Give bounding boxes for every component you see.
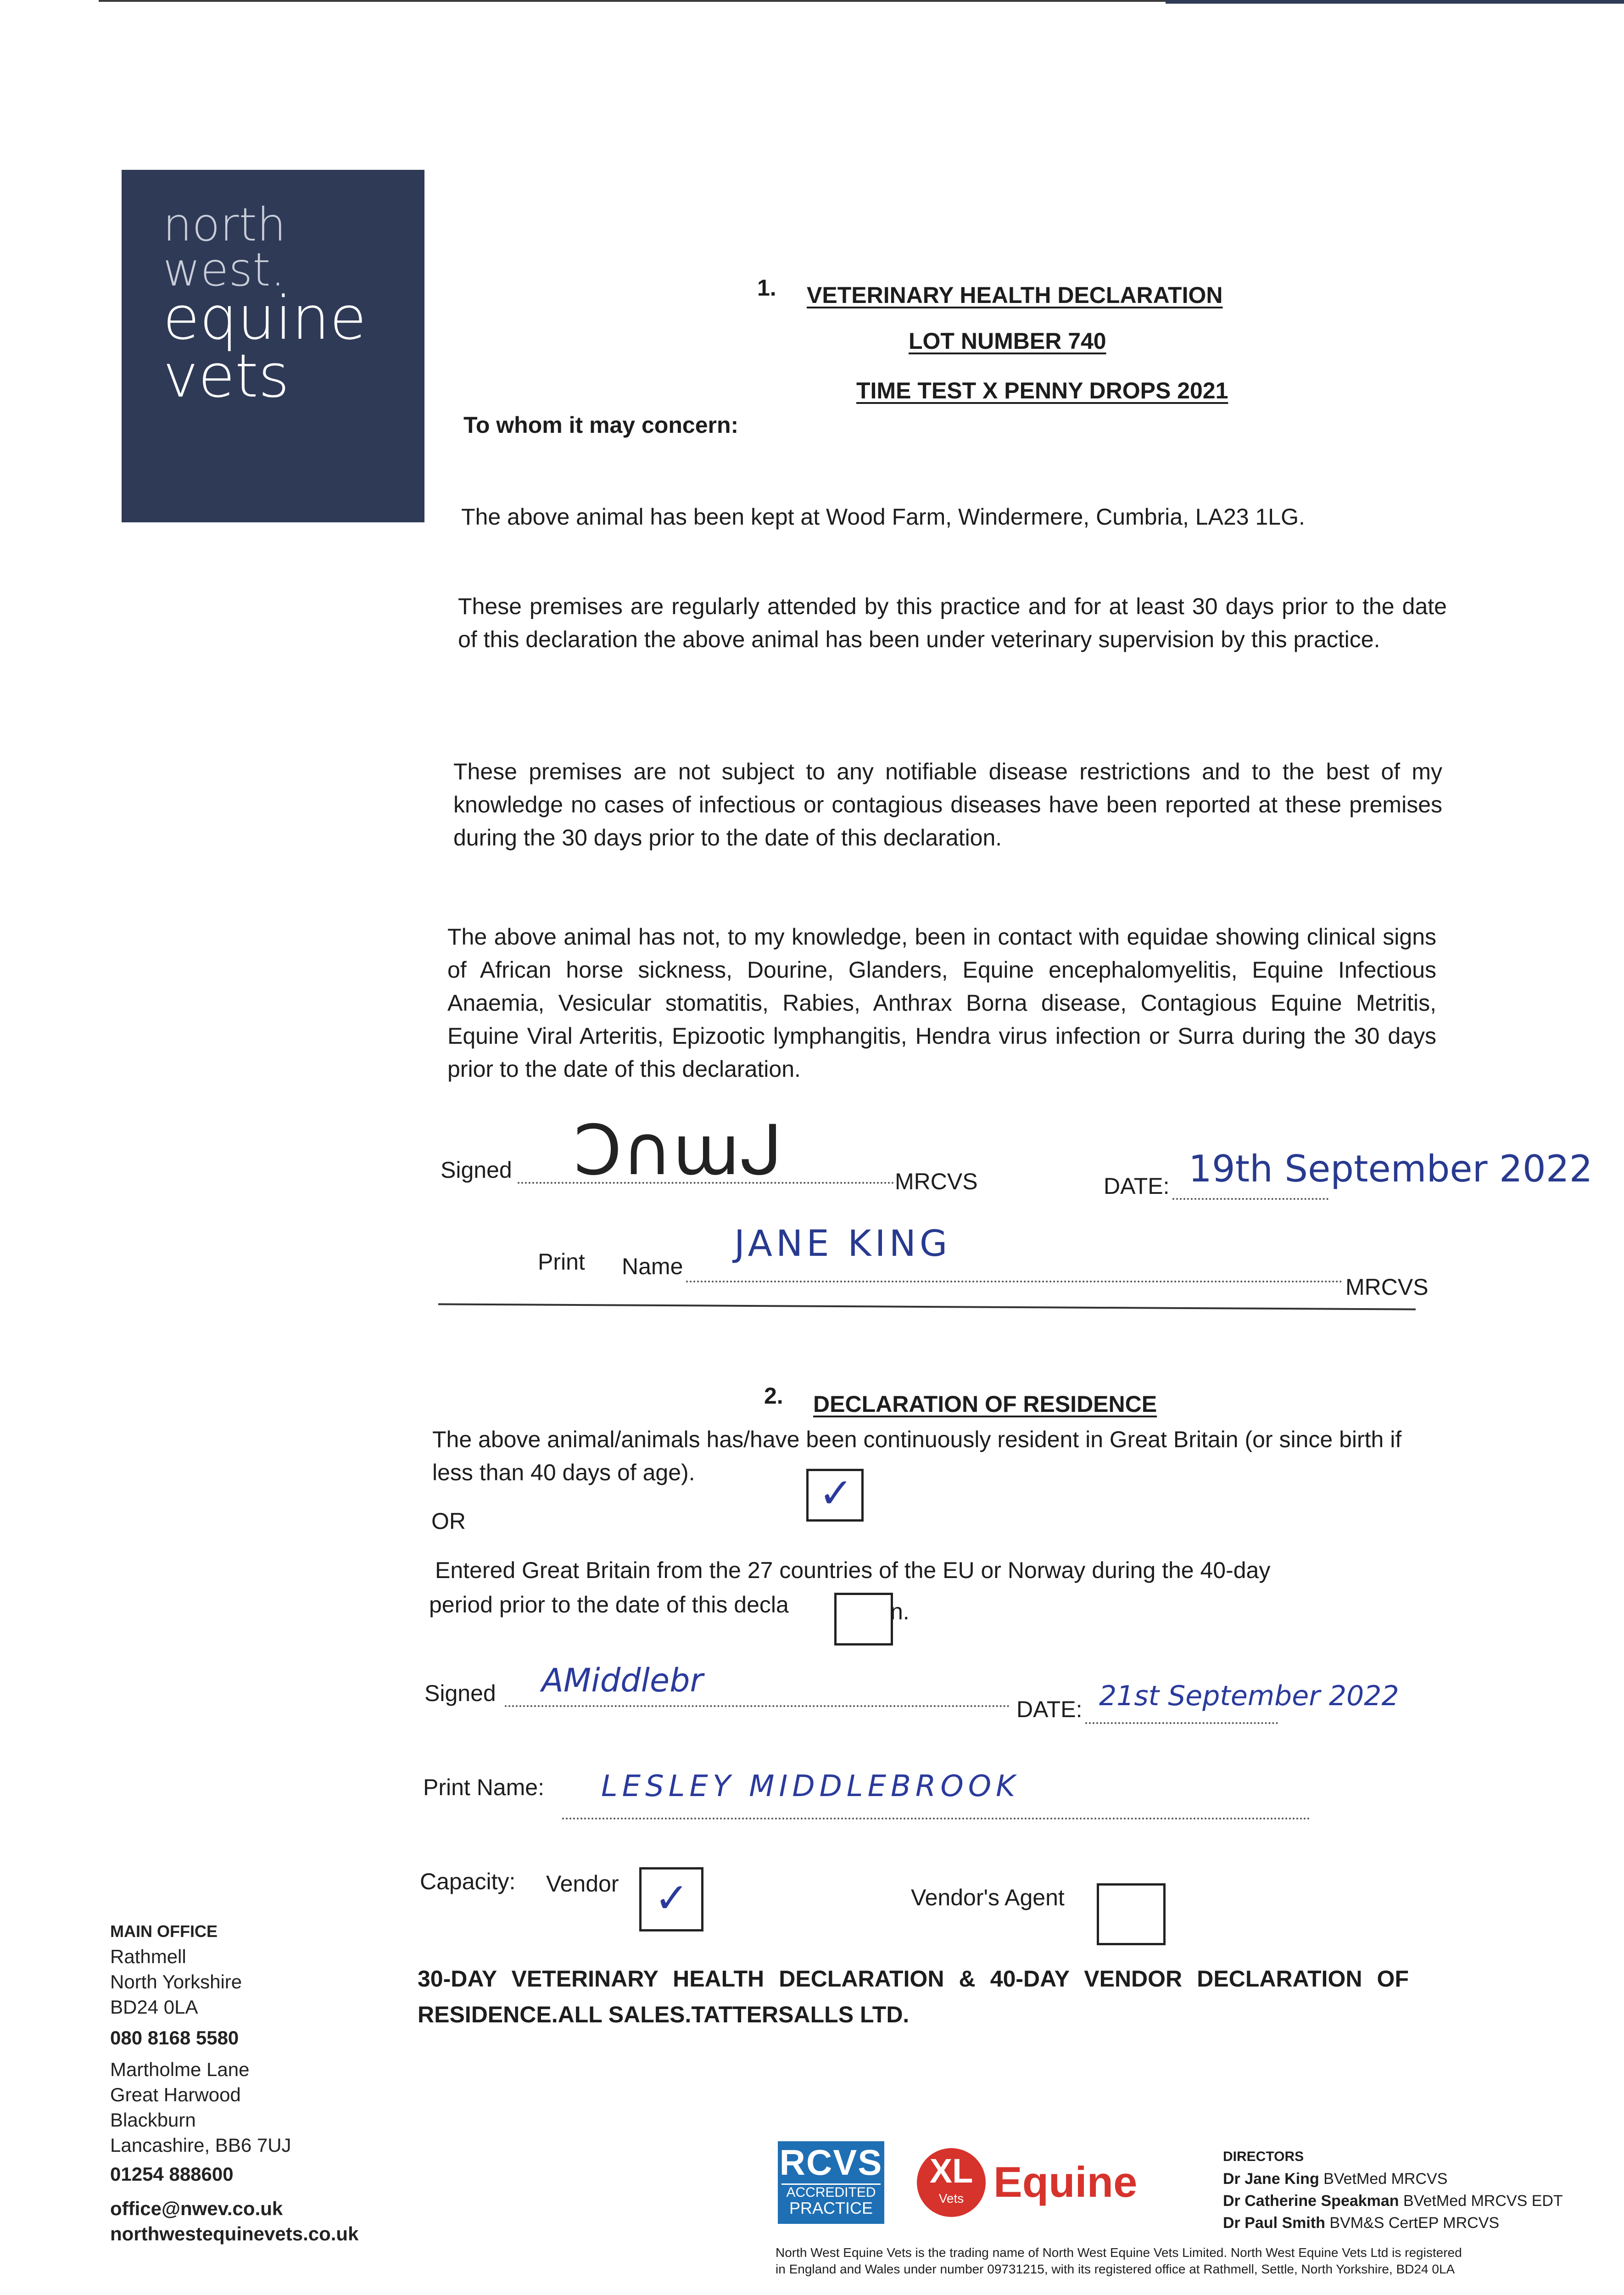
legal-notice	[776, 2245, 1611, 2278]
residence-statement: The above animal/animals has/have been continuously resident in Great Britain (or since birth if less than 40 days of age).	[432, 1427, 1402, 1485]
legal-line: North West Equine Vets is the trading name of North West Equine Vets Limited. North West Equine Vets Ltd is registered	[776, 2245, 1462, 2260]
director-item	[1223, 2168, 1563, 2190]
or-label: OR	[431, 1508, 466, 1534]
signed-suffix: MRCVS	[895, 1169, 978, 1194]
date-value-1: 19th September 2022	[1189, 1148, 1593, 1190]
address-line: North Yorkshire	[110, 1971, 242, 1993]
address-line: Martholme Lane	[110, 2059, 250, 2080]
director-name: Dr Jane King	[1223, 2170, 1319, 2188]
entered-statement-end: n.	[890, 1599, 910, 1624]
horse-name: TIME TEST X PENNY DROPS 2021	[856, 378, 1228, 403]
vet-signature: Ɔ∩ɯᒍ	[574, 1111, 783, 1191]
xl-text: XL	[929, 2152, 973, 2190]
vendors-agent-checkbox[interactable]	[1097, 1883, 1166, 1945]
lot-number: LOT NUMBER 740	[909, 328, 1106, 354]
address-line: Great Harwood	[110, 2084, 241, 2105]
directors-list	[1223, 2146, 1563, 2234]
director-item	[1223, 2190, 1563, 2212]
logo-text-west: west.	[163, 243, 285, 297]
rcvs-text: RCVS	[779, 2142, 883, 2183]
name-suffix: MRCVS	[1345, 1274, 1429, 1300]
section1-paragraph-premises: The above animal has been kept at Wood Farm, Windermere, Cumbria, LA23 1LG.	[461, 504, 1305, 530]
rcvs-accredited-badge	[778, 2141, 884, 2224]
scan-top-edge-right	[1166, 0, 1624, 4]
section1-paragraph-attendance: These premises are regularly attended by this practice and for at least 30 days prior to the date of this declaration the above animal has been under veterinary supervision by this practice.	[458, 593, 1447, 652]
signed-label-2: Signed	[424, 1680, 496, 1706]
rcvs-accredited-text: ACCREDITED	[781, 2183, 881, 2200]
section-divider	[438, 1303, 1416, 1310]
salutation: To whom it may concern:	[463, 412, 739, 438]
directors-label: DIRECTORS	[1223, 2149, 1304, 2164]
section2-title: DECLARATION OF RESIDENCE	[813, 1391, 1157, 1417]
logo-text-vets: vets	[163, 341, 290, 411]
check-mark-icon: ✓	[819, 1471, 854, 1517]
address-line: Blackburn	[110, 2109, 196, 2131]
signature-line-2	[505, 1705, 1010, 1707]
check-mark-icon: ✓	[654, 1875, 689, 1921]
section1-number: 1.	[757, 275, 776, 301]
vendor-signature: AMiddlebr	[541, 1662, 703, 1699]
print-label: Print	[538, 1249, 585, 1275]
director-quals: BVetMed MRCVS EDT	[1403, 2192, 1563, 2210]
date-label-1: DATE:	[1104, 1173, 1170, 1199]
section1-title: VETERINARY HEALTH DECLARATION	[807, 282, 1223, 308]
entered-statement-line2: period prior to the date of this decla	[429, 1592, 789, 1618]
legal-line: in England and Wales under number 09731215, with its registered office at Rathmell, Settle, North Yorkshire, BD24 0LA	[776, 2262, 1455, 2276]
address-line: Lancashire, BB6 7UJ	[110, 2134, 291, 2156]
scan-top-edge	[99, 0, 1209, 2]
email-link[interactable]: office@nwev.co.uk	[110, 2198, 283, 2219]
section1-paragraph-restrictions: These premises are not subject to any notifiable disease restrictions and to the best of my knowledge no cases of infectious or contagious diseases have been reported at these premises during the 30 days prior to the date of this declaration.	[453, 759, 1442, 851]
vendors-agent-label: Vendor's Agent	[911, 1885, 1065, 1910]
main-office-label: MAIN OFFICE	[110, 1922, 218, 1941]
resident-checkbox[interactable]	[806, 1469, 864, 1522]
name-line-1	[686, 1281, 1342, 1282]
director-quals: BVM&S CertEP MRCVS	[1329, 2214, 1500, 2232]
entered-statement-line1: Entered Great Britain from the 27 countries of the EU or Norway during the 40-day	[435, 1557, 1271, 1583]
director-item	[1223, 2212, 1563, 2234]
date-line-1	[1172, 1198, 1328, 1200]
date-value-2: 21st September 2022	[1099, 1680, 1399, 1712]
rcvs-practice-text: PRACTICE	[789, 2199, 873, 2217]
address-line: BD24 0LA	[110, 1996, 198, 2018]
capacity-label: Capacity:	[420, 1869, 516, 1894]
director-name: Dr Catherine Speakman	[1223, 2192, 1399, 2210]
name-value-2: LESLEY MIDDLEBROOK	[601, 1769, 1020, 1803]
entered-checkbox[interactable]	[834, 1593, 893, 1646]
xl-vets-logo	[917, 2148, 986, 2217]
director-quals: BVetMed MRCVS	[1323, 2170, 1448, 2188]
vendor-checkbox[interactable]	[639, 1867, 703, 1931]
logo-text-north: north	[163, 198, 286, 252]
phone-second: 01254 888600	[110, 2163, 234, 2185]
office-address	[110, 1919, 358, 2246]
section2-number: 2.	[764, 1383, 783, 1409]
director-name: Dr Paul Smith	[1223, 2214, 1325, 2232]
name-label: Name	[622, 1254, 683, 1279]
date-label-2: DATE:	[1016, 1696, 1083, 1722]
xl-equine-wordmark: Equine	[993, 2158, 1138, 2206]
print-name-label-2: Print Name:	[423, 1774, 544, 1800]
phone-main: 080 8168 5580	[110, 2027, 239, 2049]
name-line-2	[562, 1818, 1310, 1819]
section1-paragraph-contact: The above animal has not, to my knowledge, been in contact with equidae showing clinical signs of African horse sickness, Dourine, Glanders, Equine encephalomyelitis, Equine Infectious Anaemia, Vesicular stomatitis, Rabies, Anthrax Borna disease, Contagious Equine Metritis, Equine Viral Arteritis, Epizootic lymphangitis, Hendra virus infection or Surra during the 30 days prior to the date of this declaration.	[447, 924, 1436, 1082]
website-link[interactable]: northwestequinevets.co.uk	[110, 2223, 359, 2245]
date-line-2	[1085, 1722, 1278, 1724]
xl-vets-text: Vets	[938, 2191, 964, 2205]
company-logo	[122, 170, 424, 522]
declaration-summary: 30-DAY VETERINARY HEALTH DECLARATION & 40-DAY VENDOR DECLARATION OF RESIDENCE.ALL SALES.TATTERSALLS LTD.	[418, 1966, 1409, 2027]
signed-label: Signed	[441, 1157, 512, 1183]
name-value-1: JANE KING	[734, 1223, 951, 1265]
logo-text-equine: equine	[163, 283, 367, 353]
vendor-label: Vendor	[546, 1871, 619, 1897]
address-line: Rathmell	[110, 1946, 186, 1967]
